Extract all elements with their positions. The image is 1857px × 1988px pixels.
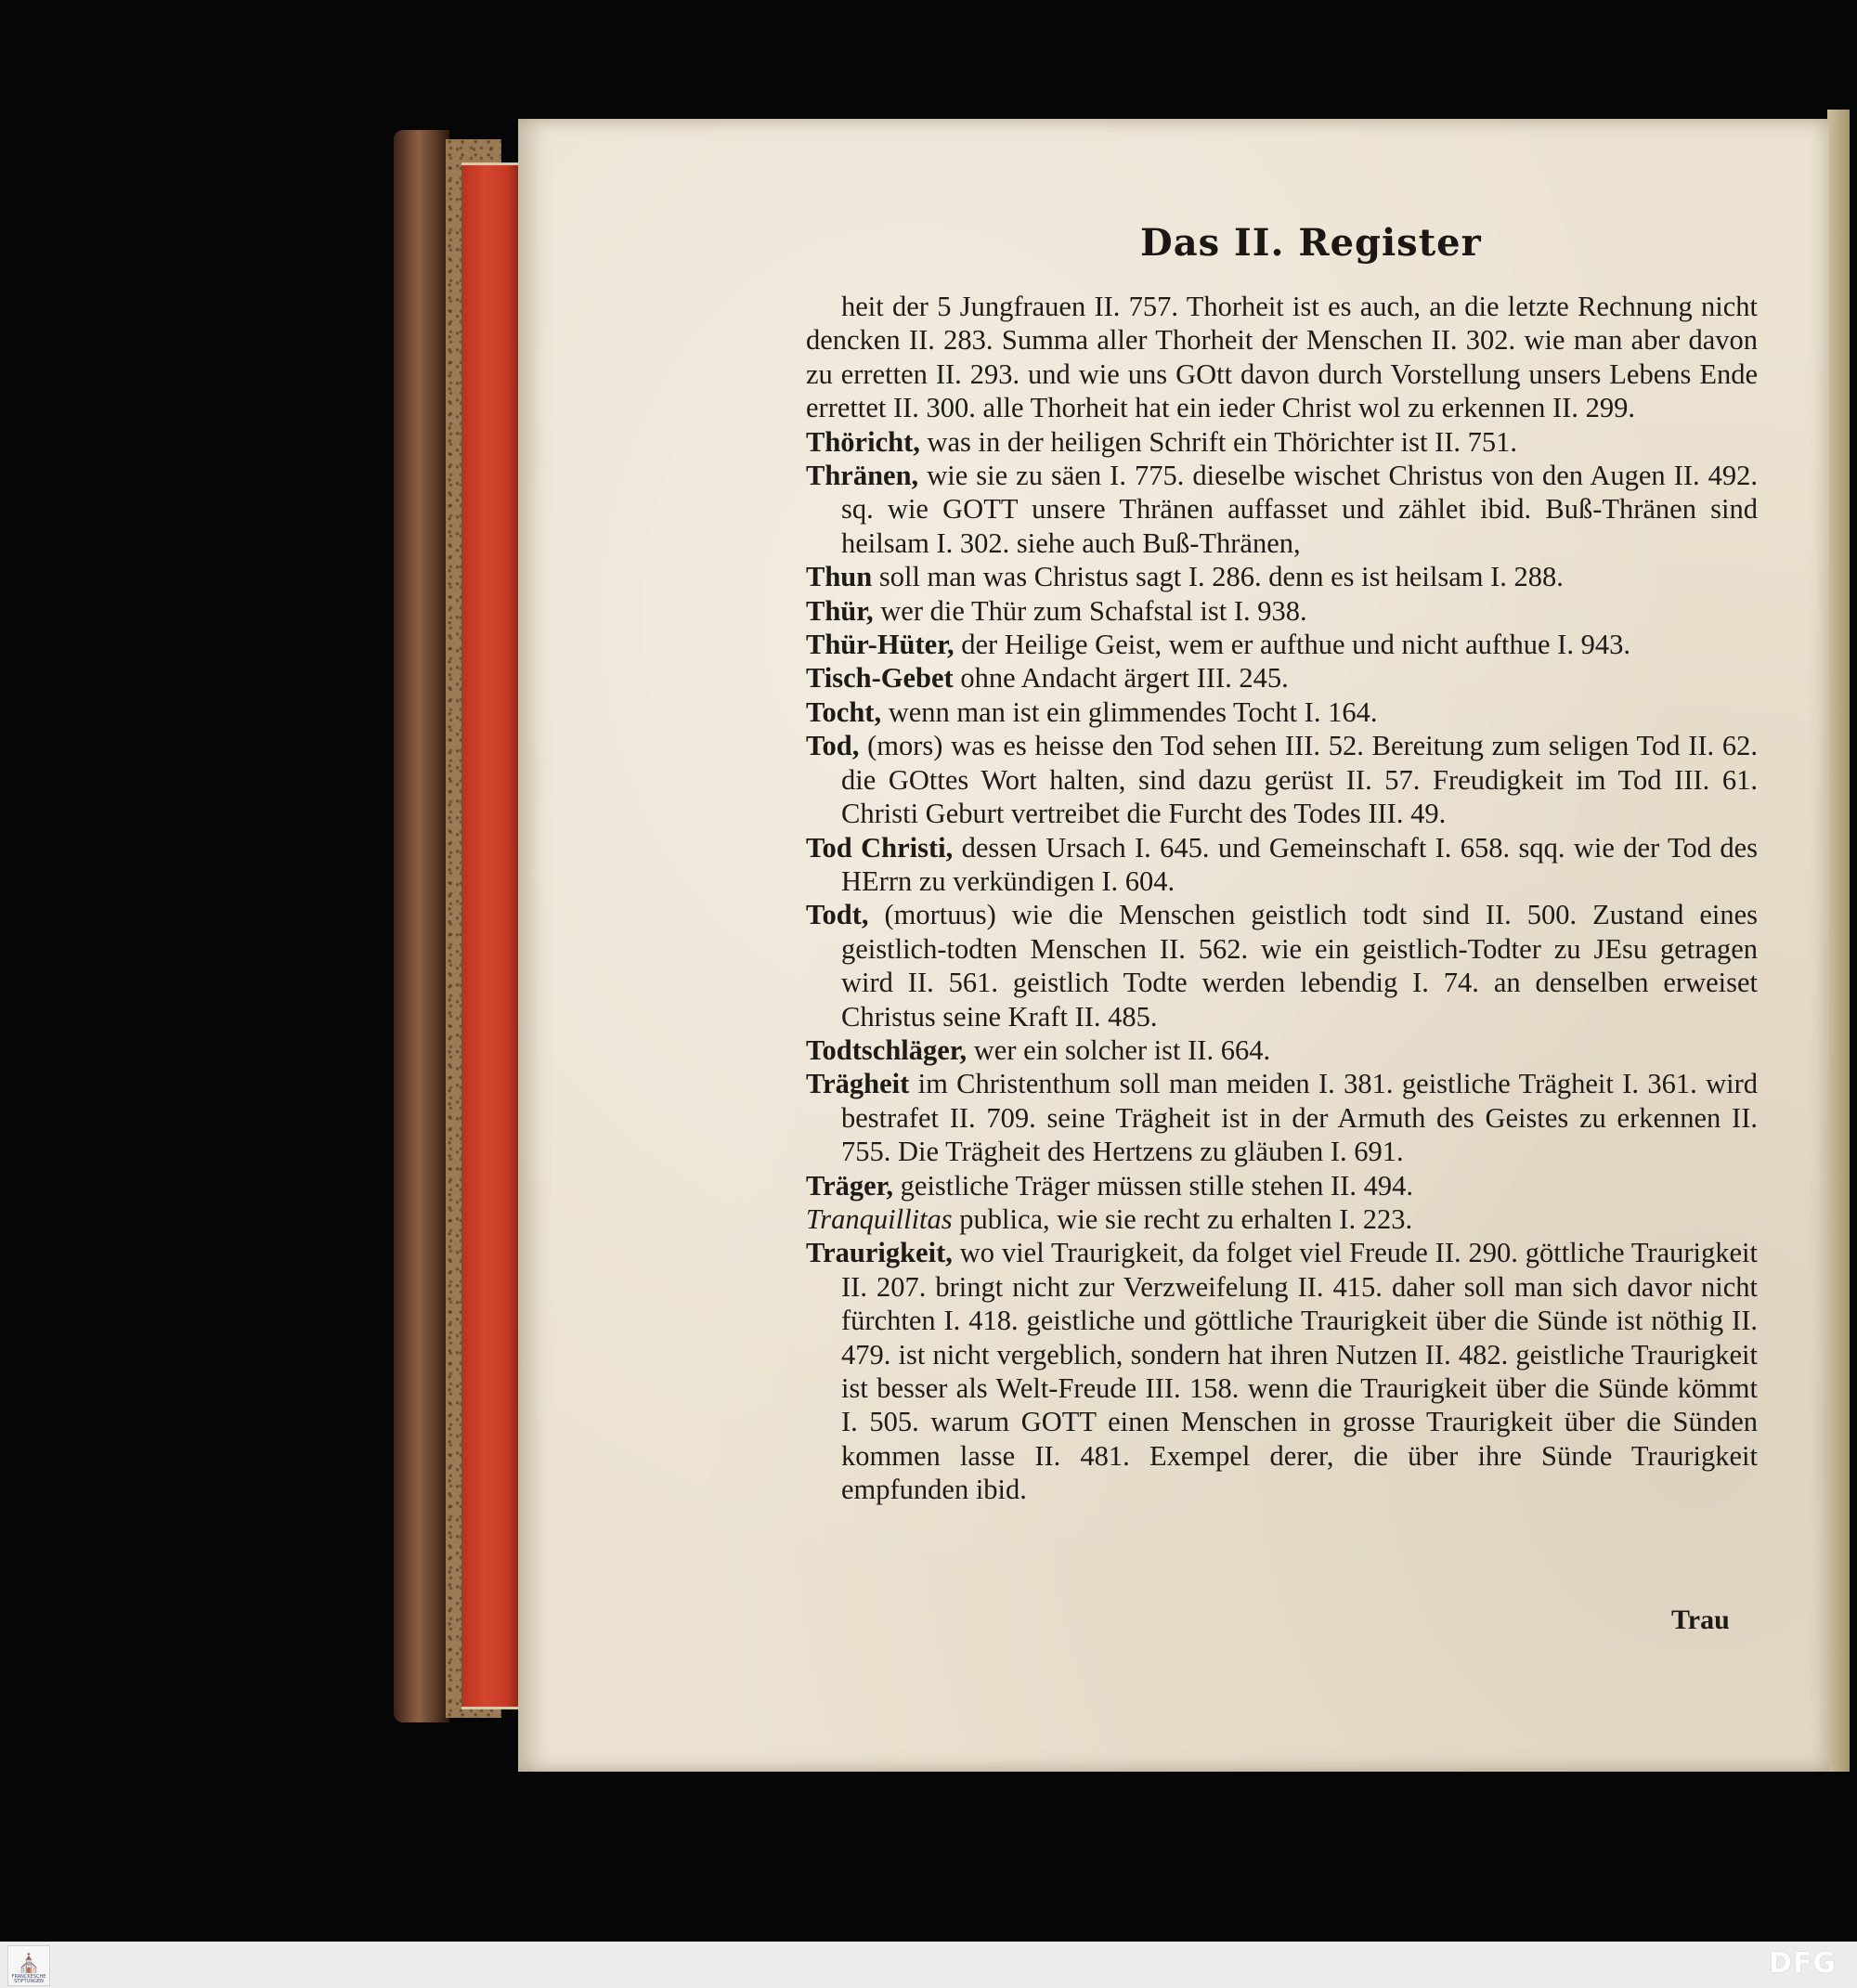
register-entry: Thränen, wie sie zu säen I. 775. dieselbe wischet Christus von den Augen II. 492. sq. wie GOTT unsere Thränen auffasset und zählet ibid. Buß-Thränen sind heilsam I. 302. siehe auch Buß-Thränen, [806,460,1758,559]
register-entry: Tisch-Gebet ohne Andacht ärgert III. 245. [806,662,1289,695]
page-edge-red [461,162,519,1709]
register-entry: Todtschläger, wer ein solcher ist II. 664. [806,1033,1271,1066]
book-spine [394,130,449,1722]
register-entry: Tod Christi, dessen Ursach I. 645. und Gemeinschaft I. 658. sqq. wie der Tod des HErrn zu verkündigen I. 604. [806,831,1758,897]
entry-heading: Trägheit [806,1068,910,1100]
entry-heading: Tod, [806,730,860,762]
entry-heading: Tisch-Gebet [806,662,954,695]
register-entry: Tod, (mors) was es heisse den Tod sehen III. 52. Bereitung zum seligen Tod II. 62. die GOttes Wort halten, sind dazu gerüst II. 57. Freudigkeit im Tod III. 61. Christi Geburt vertreibet die Furcht des Todes III. 49. [806,730,1758,830]
entry-heading: Tod Christi, [806,831,954,864]
entry-heading: Tocht, [806,695,882,728]
entry-heading: Todt, [806,899,869,931]
entry-heading: Thür-Hüter, [806,629,954,661]
entry-heading: Traurigkeit, [806,1237,953,1269]
register-entry: Thun soll man was Christus sagt I. 286. denn es ist heilsam I. 288. [806,561,1564,593]
dfg-logo: DFG [1768,1947,1837,1980]
register-entry: Träger, geistliche Träger müssen stille stehen II. 494. [806,1169,1413,1202]
building-icon: ⛪ [17,1952,41,1974]
entry-heading: Thränen, [806,460,919,492]
register-text [806,290,1758,1507]
register-entry: Tocht, wenn man ist ein glimmendes Tocht I. 164. [806,695,1378,728]
register-entry: Traurigkeit, wo viel Traurigkeit, da folget viel Freude II. 290. göttliche Traurigkeit II. 207. bringt nicht zur Verzweifelung II. 415. daher soll man sich davor nicht fürchten I. 418. geistliche und göttliche Traurigkeit über die Sünde ist nöthig II. 479. ist nicht vergeblich, sondern hat ihren Nutzen II. 482. geistliche Traurigkeit ist besser als Welt-Freude III. 158. wenn die Traurigkeit über die Sünde kömmt I. 505. warum GOTT einen Menschen in grosse Traurigkeit über die Sünden kommen lasse II. 481. Exempel derer, die über ihre Sünde Traurigkeit empfunden ibid. [806,1237,1758,1506]
entry-heading: Thun [806,561,873,593]
page-header: Das II. Register [1140,221,1482,265]
register-entry: Trägheit im Christenthum soll man meiden I. 381. geistliche Trägheit I. 361. wird bestrafet II. 709. seine Trägheit ist in der Armuth des Geistes zu erkennen II. 755. Die Trägheit des Hertzens zu gläuben I. 691. [806,1068,1758,1168]
entry-heading: Thöricht, [806,425,920,458]
entry-heading: Todtschläger, [806,1033,967,1066]
viewer-footer [0,1942,1857,1988]
register-entry: heit der 5 Jungfrauen II. 757. Thorheit ist es auch, an die letzte Rechnung nicht dencken II. 283. Summa aller Thorheit der Menschen II. 302. wie man aber davon zu erretten II. 293. und wie uns GOtt davon durch Vorstellung unsers Lebens Ende errettet II. 300. alle Thorheit hat ein ieder Christ wol zu erkennen II. 299. [806,291,1758,424]
register-entry: Todt, (mortuus) wie die Menschen geistlich todt sind II. 500. Zustand eines geistlich-todten Menschen II. 562. wie ein geistlich-Todter zu JEsu getragen wird II. 561. geistlich Todte werden lebendig I. 74. an denselben erweiset Christus seine Kraft II. 485. [806,899,1758,1033]
register-entry: Thöricht, was in der heiligen Schrift ein Thörichter ist II. 751. [806,425,1518,458]
register-entry: Thür-Hüter, der Heilige Geist, wem er aufthue und nicht aufthue I. 943. [806,629,1630,661]
entry-heading: Tranquillitas [806,1202,953,1235]
facing-page-edge [1827,110,1850,1772]
catchword: Trau [1671,1605,1730,1635]
register-entry: Thür, wer die Thür zum Schafstal ist I. 938. [806,594,1307,627]
institution-logo [7,1945,50,1986]
entry-heading: Thür, [806,594,874,627]
logo-text: FRANCKESCHE STIFTUNGEN [11,1974,46,1984]
register-entry: Tranquillitas publica, wie sie recht zu erhalten I. 223. [806,1202,1413,1235]
entry-heading: Träger, [806,1169,894,1202]
